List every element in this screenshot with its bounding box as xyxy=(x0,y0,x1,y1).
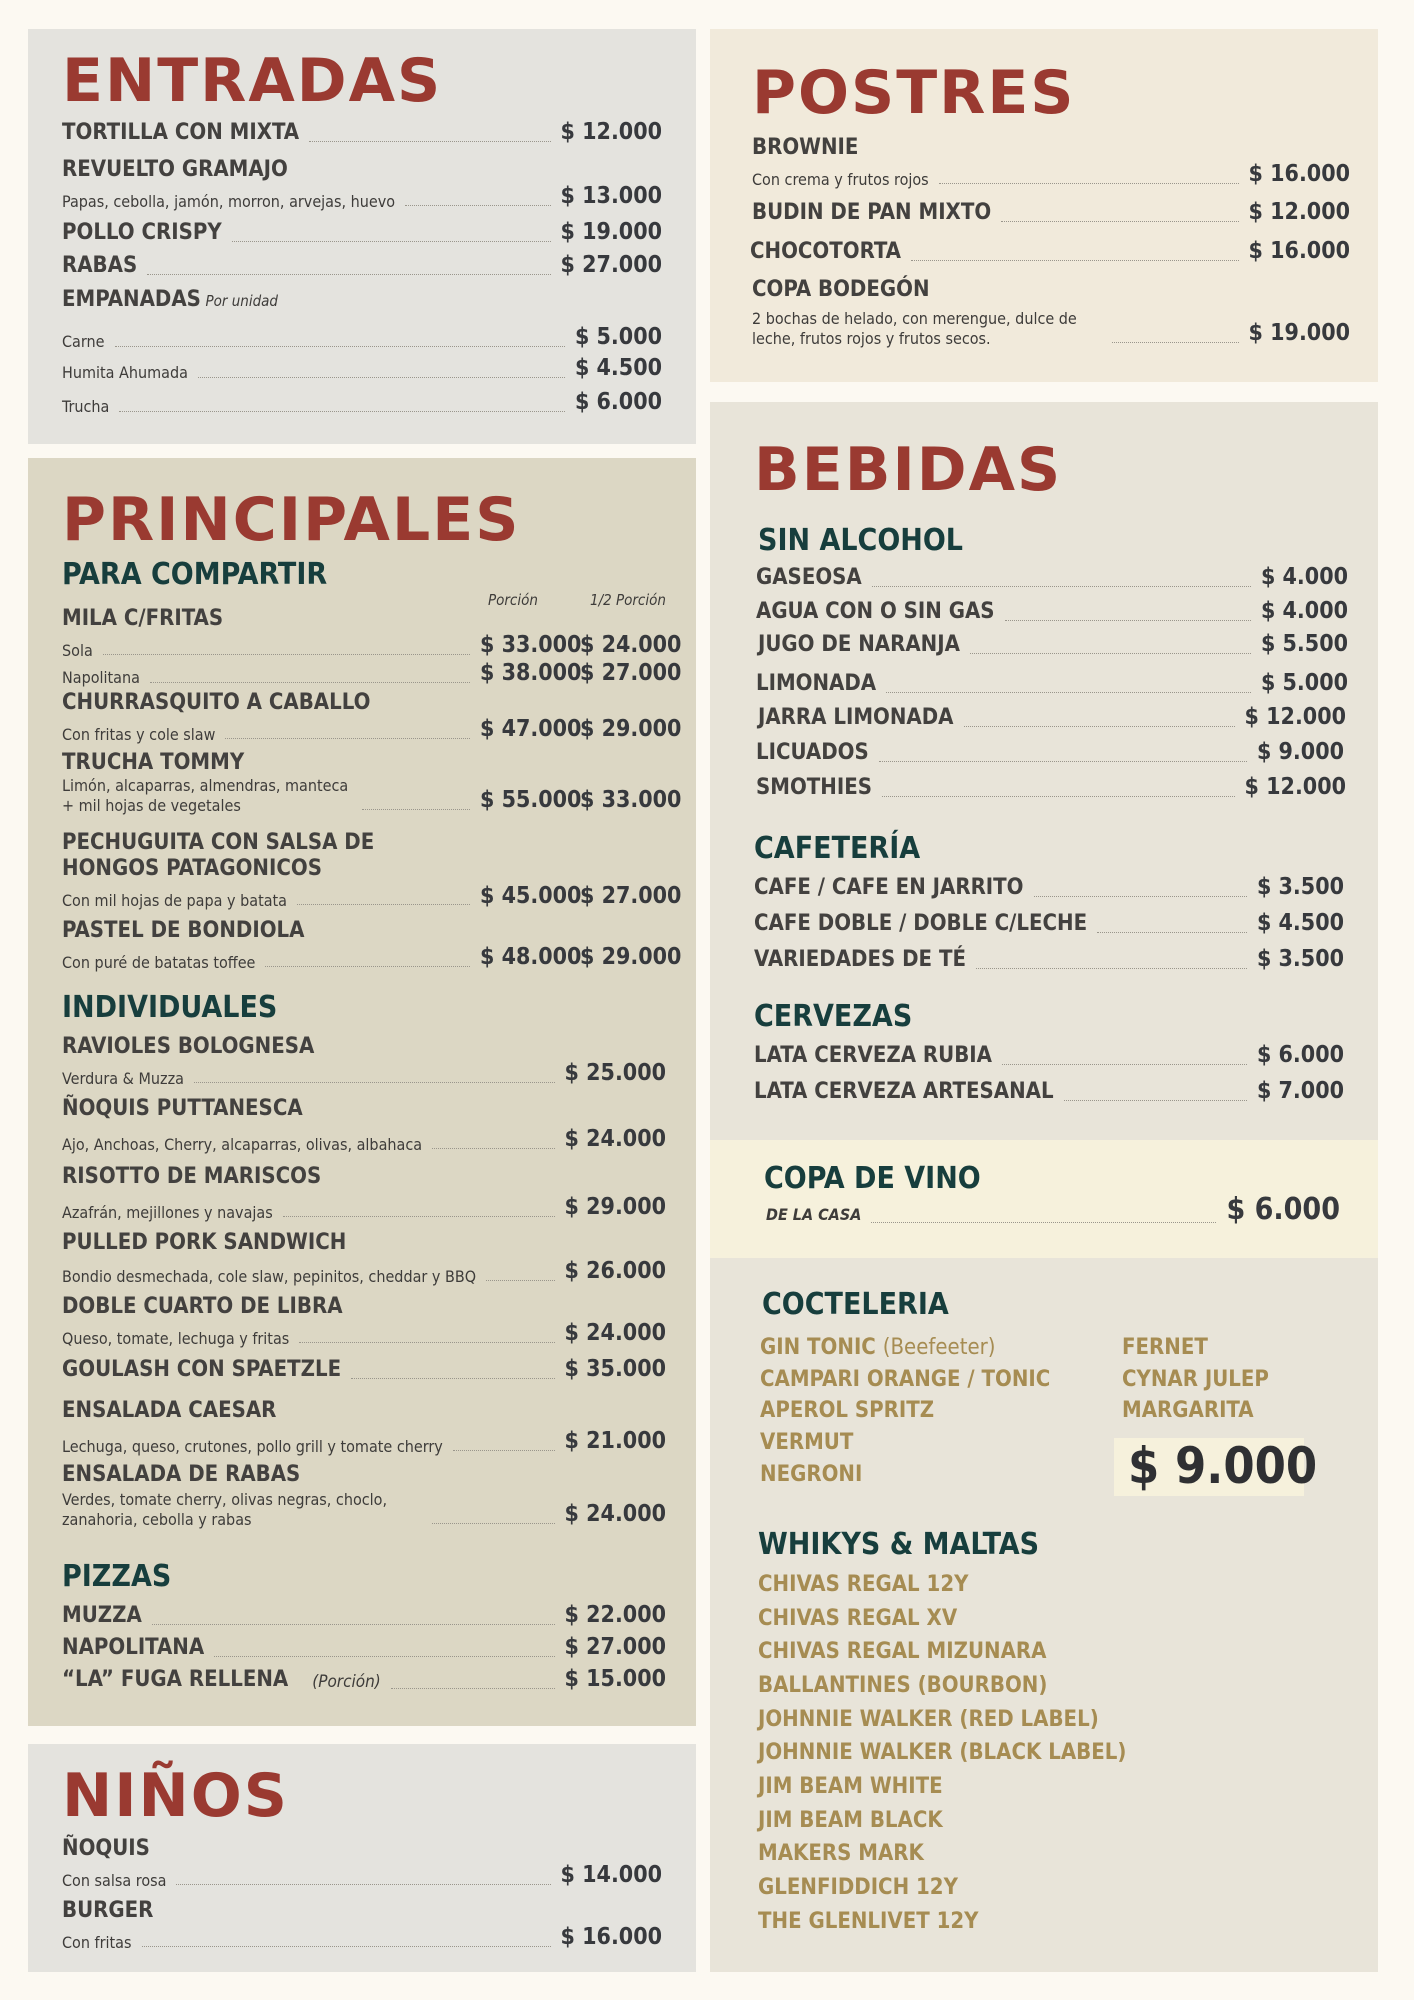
cocktail-item: FERNET xyxy=(1122,1335,1208,1360)
principales-title: PRINCIPALES xyxy=(62,485,521,555)
whisky-item: CHIVAS REGAL MIZUNARA xyxy=(758,1639,1047,1665)
cocktails-right-list xyxy=(1122,1332,1269,1427)
cocktail-item: APEROL SPRITZ xyxy=(760,1398,935,1424)
menu-item: CHOCOTORTA $ 16.000 xyxy=(750,238,1350,265)
cervezas-heading: CERVEZAS xyxy=(754,999,913,1034)
menu-item: PASTEL DE BONDIOLA Con puré de batatas toffee $ 48.000 $ 29.000 xyxy=(62,918,682,972)
menu-item: GASEOSA $ 4.000 xyxy=(756,564,1348,591)
sin-alcohol-heading: SIN ALCOHOL xyxy=(758,523,964,558)
principales-section xyxy=(28,458,696,1726)
menu-item: VARIEDADES DE TÉ $ 3.500 xyxy=(754,946,1344,973)
postres-title: POSTRES xyxy=(752,58,1076,128)
menu-item: LATA CERVEZA RUBIA $ 6.000 xyxy=(754,1042,1344,1069)
postres-section xyxy=(710,29,1378,382)
menu-item: MILA C/FRITAS Sola $ 33.000 $ 24.000 Napolitana $ 38.000 $ 27.000 xyxy=(62,606,682,688)
menu-item: Trucha $ 6.000 xyxy=(62,389,662,417)
whisky-item: JIM BEAM BLACK xyxy=(758,1807,943,1833)
menu-item: LICUADOS $ 9.000 xyxy=(756,739,1344,766)
menu-item: JARRA LIMONADA $ 12.000 xyxy=(758,704,1346,731)
individuales-heading: INDIVIDUALES xyxy=(62,990,278,1025)
whisky-item: JOHNNIE WALKER (RED LABEL) xyxy=(758,1706,1099,1732)
ninos-section xyxy=(28,1744,696,1972)
menu-item: Humita Ahumada $ 4.500 xyxy=(62,355,662,383)
whiskys-list xyxy=(758,1568,1126,1938)
cocktail-item: NEGRONI xyxy=(760,1461,863,1487)
menu-item: BROWNIE Con crema y frutos rojos $ 16.000 xyxy=(752,135,1350,189)
menu-item: ÑOQUIS Con salsa rosa $ 14.000 xyxy=(62,1836,662,1890)
cocktails-left-list xyxy=(760,1332,1050,1490)
menu-item: Carne $ 5.000 xyxy=(62,324,662,352)
cocktail-item: MARGARITA xyxy=(1122,1398,1254,1424)
menu-item: DE LA CASA $ 6.000 xyxy=(766,1192,1340,1227)
bebidas-section xyxy=(710,402,1378,1140)
menu-item: BURGER Con fritas $ 16.000 xyxy=(62,1898,662,1952)
menu-item: SMOTHIES $ 12.000 xyxy=(756,774,1346,801)
menu-item: COPA BODEGÓN 2 bochas de helado, con merengue, dulce de leche, frutos rojos y frutos secos. $ 19.000 xyxy=(752,277,1350,348)
whisky-item: JIM BEAM WHITE xyxy=(758,1773,943,1799)
cocteleria-price: $ 9.000 xyxy=(1128,1437,1318,1495)
menu-item: LIMONADA $ 5.000 xyxy=(756,670,1348,697)
cocktail-item: VERMUT xyxy=(760,1430,854,1456)
cocteleria-heading: COCTELERIA xyxy=(762,1287,949,1322)
menu-item: RISOTTO DE MARISCOS Azafrán, mejillones y navajas $ 29.000 xyxy=(62,1164,666,1222)
whisky-item: CHIVAS REGAL XV xyxy=(758,1605,958,1631)
porcion-column-header: Porción xyxy=(488,591,538,609)
menu-item: PECHUGUITA CON SALSA DE HONGOS PATAGONICOS Con mil hojas de papa y batata $ 45.000 $ 27.000 xyxy=(62,830,682,911)
menu-item: TORTILLA CON MIXTA $ 12.000 xyxy=(62,119,662,146)
menu-item: JUGO DE NARANJA $ 5.500 xyxy=(758,631,1348,658)
menu-item: TRUCHA TOMMY Limón, alcaparras, almendras, manteca + mil hojas de vegetales $ 55.000 $ 33.000 xyxy=(62,750,682,815)
menu-item: AGUA CON O SIN GAS $ 4.000 xyxy=(756,598,1348,625)
copa-de-vino-title: COPA DE VINO xyxy=(764,1161,981,1196)
menu-item: CAFE DOBLE / DOBLE C/LECHE $ 4.500 xyxy=(754,910,1344,937)
whisky-item: JOHNNIE WALKER (BLACK LABEL) xyxy=(758,1740,1127,1766)
whisky-item: CHIVAS REGAL 12Y xyxy=(758,1572,969,1597)
cafeteria-heading: CAFETERÍA xyxy=(754,831,921,866)
whisky-item: BALLANTINES (BOURBON) xyxy=(758,1672,1048,1698)
half-porcion-column-header: 1/2 Porción xyxy=(590,591,666,609)
whisky-item: MAKERS MARK xyxy=(758,1841,924,1867)
entradas-section xyxy=(28,29,696,444)
menu-item: POLLO CRISPY $ 19.000 xyxy=(62,219,662,246)
menu-item: ÑOQUIS PUTTANESCA Ajo, Anchoas, Cherry, alcaparras, olivas, albahaca $ 24.000 xyxy=(62,1096,666,1154)
pizzas-heading: PIZZAS xyxy=(62,1559,172,1594)
menu-item: RAVIOLES BOLOGNESA Verdura & Muzza $ 25.000 xyxy=(62,1034,666,1088)
cocteleria-section xyxy=(710,1258,1378,1972)
cocktail-item: CAMPARI ORANGE / TONIC xyxy=(760,1366,1051,1392)
para-compartir-heading: PARA COMPARTIR xyxy=(62,557,328,592)
whiskys-heading: WHIKYS & MALTAS xyxy=(758,1527,1040,1562)
menu-item: CAFE / CAFE EN JARRITO $ 3.500 xyxy=(754,874,1344,901)
cocktail-item: CYNAR JULEP xyxy=(1122,1366,1269,1392)
cocktail-item: GIN TONIC (Beefeeter) xyxy=(760,1335,996,1360)
menu-item: MUZZA $ 22.000 xyxy=(62,1602,666,1629)
menu-item: RABAS $ 27.000 xyxy=(62,252,662,279)
whisky-item: THE GLENLIVET 12Y xyxy=(758,1908,979,1934)
bebidas-title: BEBIDAS xyxy=(754,435,1063,505)
menu-item: “LA” FUGA RELLENA (Porción) $ 15.000 xyxy=(62,1666,666,1693)
entradas-title: ENTRADAS xyxy=(62,46,443,116)
menu-item: ENSALADA CAESAR Lechuga, queso, crutones, pollo grill y tomate cherry $ 21.000 xyxy=(62,1398,666,1456)
menu-item: NAPOLITANA $ 27.000 xyxy=(62,1634,666,1661)
whisky-item: GLENFIDDICH 12Y xyxy=(758,1874,958,1900)
menu-item: DOBLE CUARTO DE LIBRA Queso, tomate, lechuga y fritas $ 24.000 xyxy=(62,1294,666,1348)
copa-de-vino-section xyxy=(710,1140,1378,1258)
menu-item: CHURRASQUITO A CABALLO Con fritas y cole slaw $ 47.000 $ 29.000 xyxy=(62,690,682,744)
menu-item: BUDIN DE PAN MIXTO $ 12.000 xyxy=(752,199,1350,226)
empanadas-heading: EMPANADAS Por unidad xyxy=(62,287,278,312)
menu-item: ENSALADA DE RABAS Verdes, tomate cherry, olivas negras, choclo, zanahoria, cebolla y rabas $ 24.000 xyxy=(62,1462,666,1529)
menu-item: LATA CERVEZA ARTESANAL $ 7.000 xyxy=(754,1078,1344,1105)
menu-item: GOULASH CON SPAETZLE $ 35.000 xyxy=(62,1356,666,1383)
menu-item: REVUELTO GRAMAJO Papas, cebolla, jamón, morron, arvejas, huevo $ 13.000 xyxy=(62,157,662,211)
ninos-title: NIÑOS xyxy=(62,1761,289,1831)
menu-item: PULLED PORK SANDWICH Bondio desmechada, cole slaw, pepinitos, cheddar y BBQ $ 26.000 xyxy=(62,1230,666,1286)
